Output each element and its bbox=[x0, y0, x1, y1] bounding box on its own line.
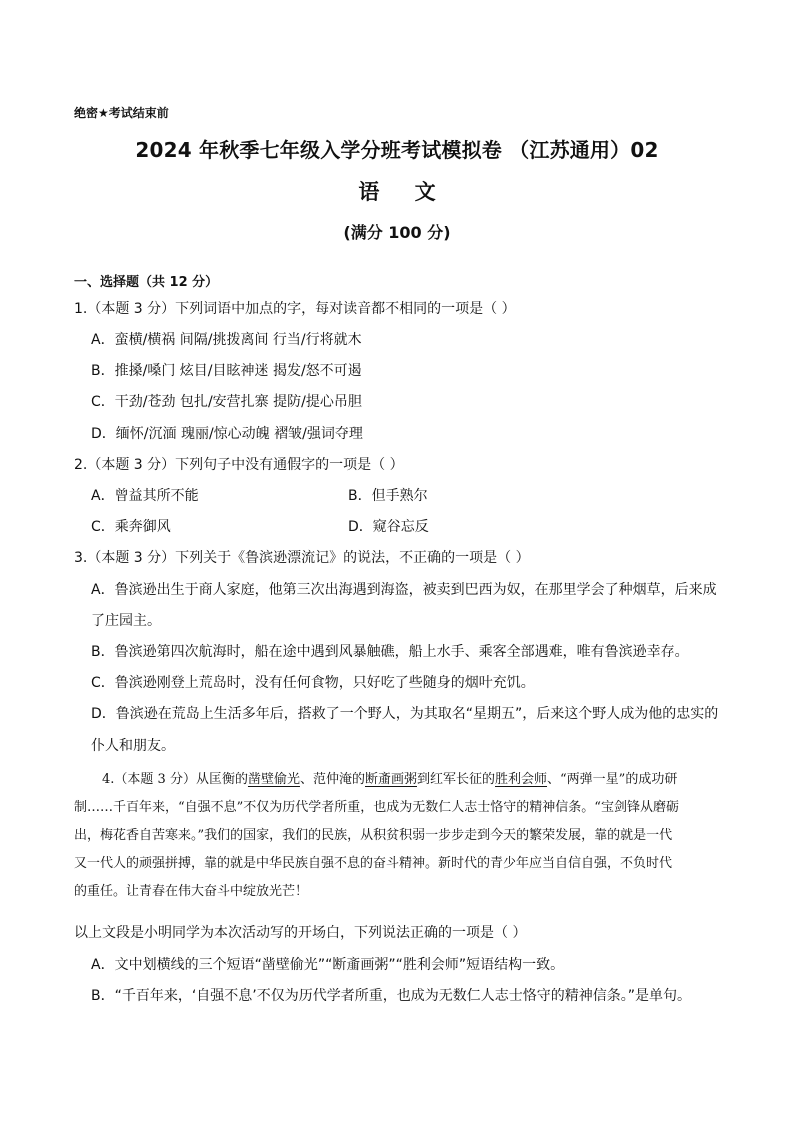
question-3-option-a: A．鲁滨逊出生于商人家庭，他第三次出海遇到海盗，被卖到巴西为奴，在那里学会了种烟草，后来成 bbox=[91, 582, 717, 598]
underlined-phrase-1: 凿壁偷光 bbox=[247, 772, 300, 787]
passage-line-5: 的重任。让青春在伟大奋斗中绽放光芒！ bbox=[74, 884, 309, 899]
question-2-option-b: B．但手熟尔 bbox=[348, 488, 428, 504]
question-4-passage bbox=[74, 768, 722, 908]
question-3-option-a-cont: 了庄园主。 bbox=[91, 613, 161, 629]
subject-title: 语 文 bbox=[358, 180, 450, 204]
passage-text: 、范仲淹的 bbox=[299, 772, 365, 787]
underlined-phrase-3: 胜利会师 bbox=[495, 772, 548, 787]
question-2-stem: 2.（本题 3 分）下列句子中没有通假字的一项是（ ） bbox=[74, 457, 404, 473]
passage-text: 到红军长征的 bbox=[417, 772, 496, 787]
question-1-option-a: A．蛮横/横祸 间隔/挑拨离间 行当/行将就木 bbox=[91, 332, 362, 348]
question-2-option-d: D．窥谷忘反 bbox=[348, 519, 429, 535]
question-1-option-b: B．推搡/嗓门 炫目/目眩神迷 揭发/怒不可遏 bbox=[91, 363, 362, 379]
exam-title: 2024 年秋季七年级入学分班考试模拟卷 （江苏通用）02 bbox=[135, 138, 659, 162]
passage-line-1 bbox=[102, 768, 677, 787]
confidential-label: 绝密★考试结束前 bbox=[74, 106, 169, 120]
question-1-option-c: C．干劲/苍劲 包扎/安营扎寨 提防/提心吊胆 bbox=[91, 394, 362, 410]
question-4-option-b: B．“千百年来，‘自强不息’不仅为历代学者所重，也成为无数仁人志士恪守的精神信条。”是单句。 bbox=[91, 988, 692, 1004]
section-heading: 一、选择题（共 12 分） bbox=[74, 275, 219, 290]
passage-line-3: 出，梅花香自苦寒来。”我们的国家，我们的民族，从积贫积弱一步步走到今天的繁荣发展，靠的就是一代 bbox=[74, 828, 673, 843]
question-3-stem: 3.（本题 3 分）下列关于《鲁滨逊漂流记》的说法，不正确的一项是（ ） bbox=[74, 550, 530, 566]
question-2-option-c: C．乘奔御风 bbox=[91, 519, 171, 535]
question-3-option-d-cont: 仆人和朋友。 bbox=[91, 738, 175, 754]
question-3-option-c: C．鲁滨逊刚登上荒岛时，没有任何食物，只好吃了些随身的烟叶充饥。 bbox=[91, 675, 535, 691]
question-3-option-d: D．鲁滨逊在荒岛上生活多年后，搭救了一个野人，为其取名“星期五”，后来这个野人成为他的忠实的 bbox=[91, 706, 719, 722]
underlined-phrase-2: 断齑画粥 bbox=[364, 772, 417, 787]
question-4-option-a: A．文中划横线的三个短语“凿壁偷光”“断齑画粥”“胜利会师”短语结构一致。 bbox=[91, 957, 565, 973]
full-score: (满分 100 分) bbox=[343, 223, 451, 242]
passage-line-4: 又一代人的顽强拼搏，靠的就是中华民族自强不息的奋斗精神。新时代的青少年应当自信自强，不负时代 bbox=[74, 856, 673, 871]
question-2-option-a: A．曾益其所不能 bbox=[91, 488, 199, 504]
question-1-option-d: D．缅怀/沉湎 瑰丽/惊心动魄 褶皱/强词夺理 bbox=[91, 426, 363, 442]
question-1-stem: 1.（本题 3 分）下列词语中加点的字，每对读音都不相同的一项是（ ） bbox=[74, 301, 516, 317]
question-3-option-b: B．鲁滨逊第四次航海时，船在途中遇到风暴触礁，船上水手、乘客全部遇难，唯有鲁滨逊幸存。 bbox=[91, 644, 689, 660]
passage-line-2: 制……千百年来，“自强不息”不仅为历代学者所重，也成为无数仁人志士恪守的精神信条。“宝剑锋从磨砺 bbox=[74, 800, 679, 815]
passage-text: 、“两弹一星”的成功研 bbox=[547, 772, 678, 787]
passage-text: 4.（本题 3 分）从匡衡的 bbox=[102, 772, 248, 787]
question-4-stem: 以上文段是小明同学为本次活动写的开场白，下列说法正确的一项是（ ） bbox=[74, 925, 527, 941]
